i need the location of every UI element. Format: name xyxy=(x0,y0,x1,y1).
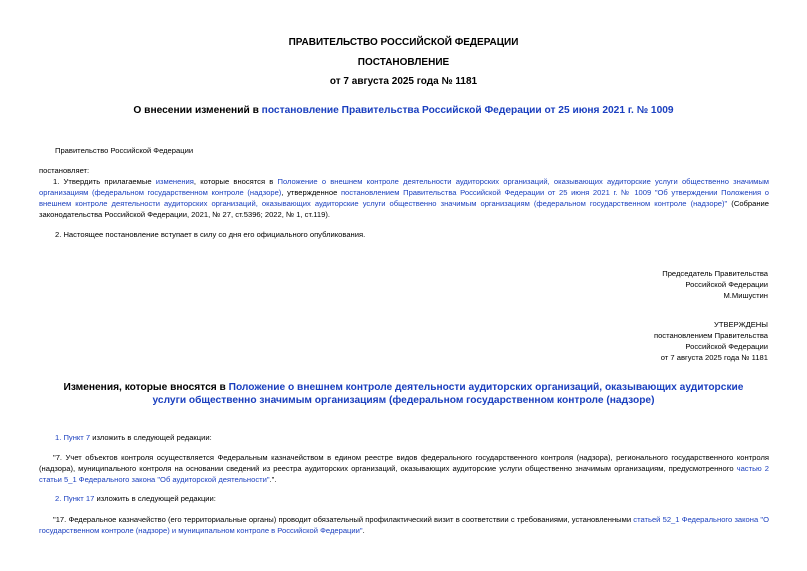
change-1-number[interactable]: 1. xyxy=(55,433,64,442)
item-1-text-b: , которые вносятся в xyxy=(193,177,278,186)
change-2-number[interactable]: 2. xyxy=(55,494,64,503)
regulation-link[interactable]: Положение о внешнем контроле деятельности аудиторских организаций, оказывающих аудиторские услуги общественно значимым организациям (федеральном государственном контроле (надзоре) xyxy=(39,177,769,197)
change-2-quote-text: "17. Федеральное казначейство (его территориальные органы) проводит обязательный профилактический визит в соответствии с требованиями, установленными xyxy=(53,515,634,524)
changes-link[interactable]: изменения xyxy=(155,177,194,186)
change-1-text: изложить в следующей редакции: xyxy=(90,433,212,442)
signature-position: Председатель Правительства xyxy=(662,269,768,278)
decree-1009-link[interactable]: постановление Правительства Российской Федерации от 25 июня 2021 г. № 1009 xyxy=(261,105,674,116)
signature-country: Российской Федерации xyxy=(685,280,768,289)
change-1-quote xyxy=(39,452,769,485)
approval-block xyxy=(560,319,768,363)
approval-line-2: постановлением Правительства xyxy=(653,331,768,340)
decrees-text: постановляет: xyxy=(39,166,90,175)
change-1-heading xyxy=(55,432,212,443)
changes-title xyxy=(50,381,757,407)
document-date-number: от 7 августа 2025 года № 1181 xyxy=(329,76,478,87)
issuer-text: Правительство Российской Федерации xyxy=(55,146,194,155)
article-5-1-link[interactable]: частью 2 статьи 5_1 Федерального закона "Об аудиторской деятельности" xyxy=(39,464,769,484)
article-52-1-link[interactable]: статьей 52_1 Федерального закона "О государственном контроле (надзоре) и муниципальном контроле в Российской Федерации" xyxy=(39,515,769,535)
item-2-paragraph: 2. Настоящее постановление вступает в силу со дня его официального опубликования. xyxy=(55,230,366,239)
change-1-quote-text: "7. Учет объектов контроля осуществляется Федеральным казначейством в едином реестре видов федерального государственного контроля (надзора), регионального государственного контроля (надзора), муниципального контроля на основании сведений из реестра аудиторских организаций, оказывающих аудиторские услуги общественно значимым организациям, предусмотренного xyxy=(39,453,769,473)
signature-block xyxy=(560,268,768,301)
government-heading: ПРАВИТЕЛЬСТВО РОССИЙСКОЙ ФЕДЕРАЦИИ xyxy=(288,37,519,48)
changes-title-link[interactable]: Положение о внешнем контроле деятельности аудиторских организаций, оказывающих аудиторские услуги общественно значимым организациям (федеральном государственном контроле (надзоре) xyxy=(152,382,744,406)
document-title xyxy=(20,104,787,117)
signature-name: М.Мишустин xyxy=(723,291,768,300)
approval-date: от 7 августа 2025 года № 1181 xyxy=(660,353,768,362)
change-2-heading xyxy=(55,493,216,504)
document-type-heading: ПОСТАНОВЛЕНИЕ xyxy=(357,57,450,68)
item-1-text-d: (Собрание законодательства Российской Федерации, 2021, № 27, ст.5396; 2022, № 1, ст.119). xyxy=(39,199,769,219)
change-2-quote xyxy=(39,514,769,536)
change-2-text: изложить в следующей редакции: xyxy=(94,494,216,503)
change-1-quote-end: .". xyxy=(269,475,277,484)
decree-link[interactable]: постановлением Правительства Российской Федерации от 25 июня 2021 г. № 1009 "Об утверждении Положения о внешнем контроле деятельности аудиторских организаций, оказывающих аудиторские услуги общественно значимым организациям (федеральном государственном контроле (надзоре)" xyxy=(39,188,769,208)
item-1-text-c: , утвержденное xyxy=(281,188,341,197)
item-1-paragraph xyxy=(39,176,769,220)
point-17-link[interactable]: Пункт 17 xyxy=(63,494,95,503)
point-7-link[interactable]: Пункт 7 xyxy=(63,433,91,442)
change-2-quote-end: . xyxy=(362,526,365,535)
item-1-text-a: 1. Утвердить прилагаемые xyxy=(53,177,156,186)
approval-line-3: Российской Федерации xyxy=(685,342,768,351)
changes-title-prefix: Изменения, которые вносятся в xyxy=(63,382,229,393)
approval-heading: УТВЕРЖДЕНЫ xyxy=(714,320,768,329)
document-title-prefix: О внесении изменений в xyxy=(133,105,262,116)
